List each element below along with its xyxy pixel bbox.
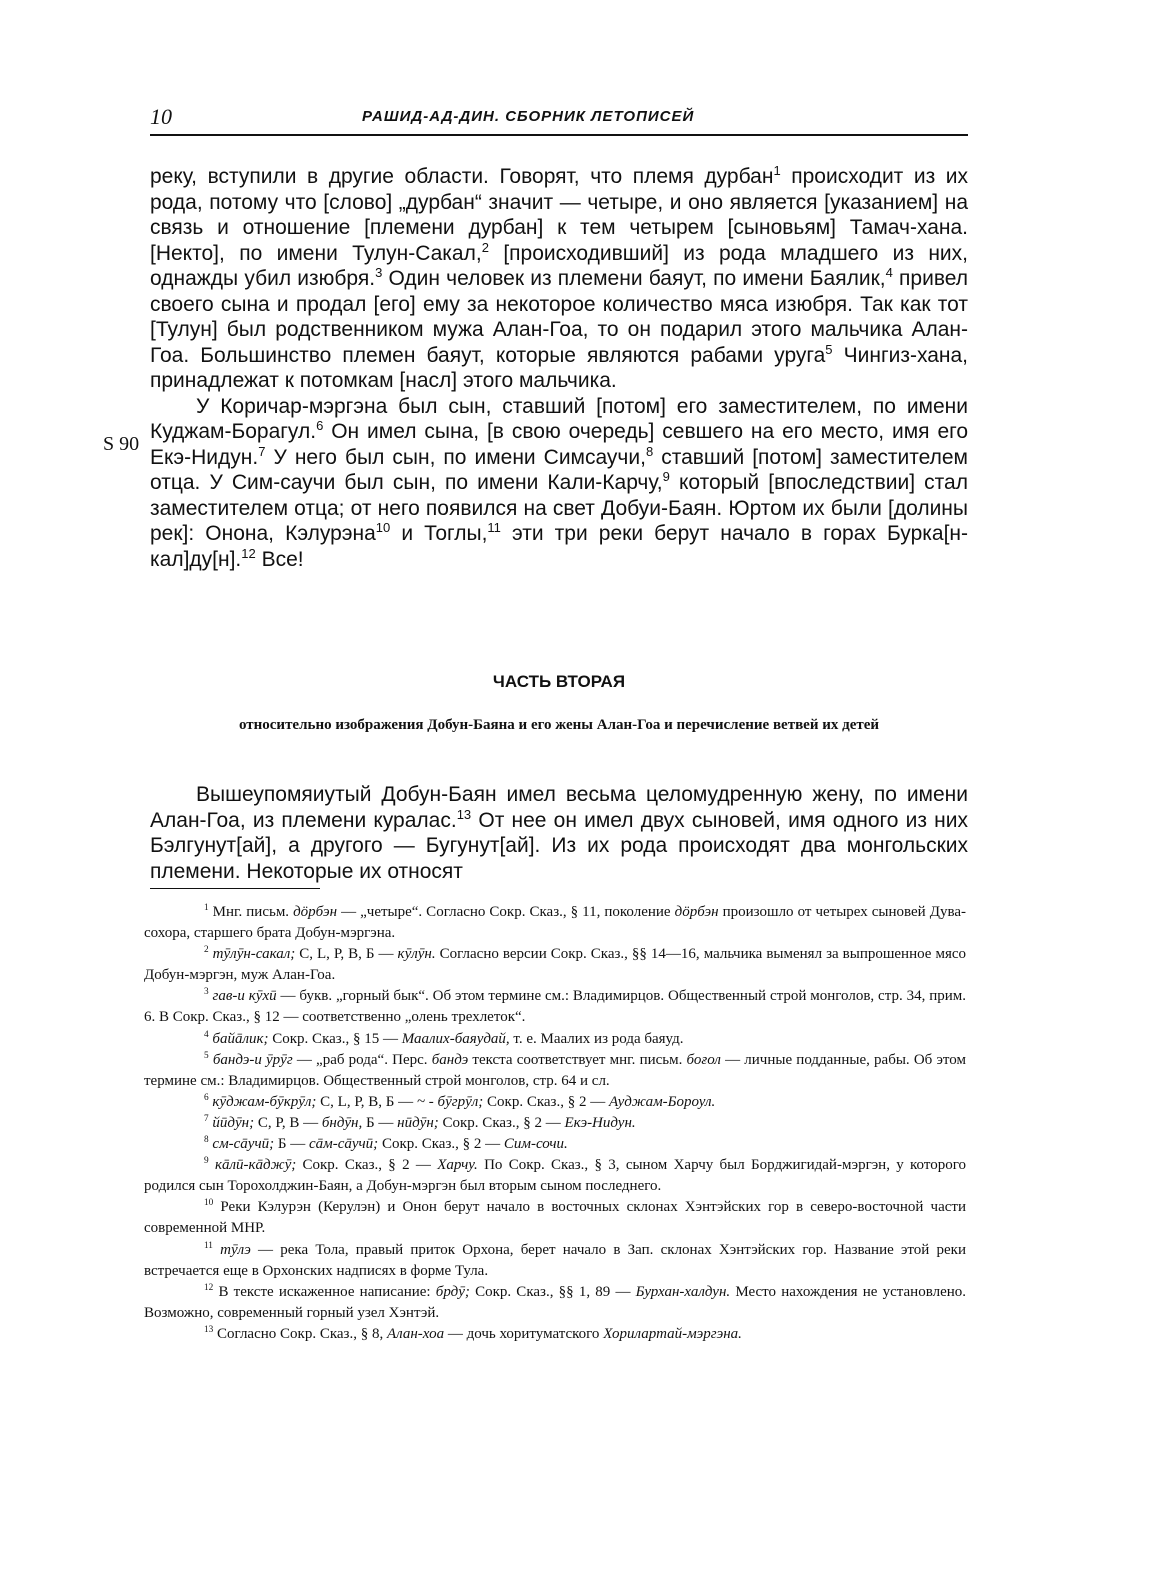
- part-subtitle: относительно изображения Добун-Баяна и его жены Алан-Гоа и перечисление ветвей их детей: [238, 717, 880, 733]
- footnote: $^2$ тӯлӯн-сакал; С, L, Р, В, Б — кӯлӯн. Согласно версии Сокр. Сказ., §§ 14—16, мальчика выменял за выпрошенное мясо Добун-мэргэн, муж Алан-Гоа.: [144, 945, 967, 984]
- body-paragraph: У Коричар-мэргэна был сын, ставший [потом] его заместителем, по имени Куджам-Борагул.$^6$ Он имел сына, [в свою очередь] севшего на его место, имя его Екэ-Нидун.$^7$ У него был сын, по имени Симсаучи,$^8$ ставший [потом] заместителем отца. У Сим-саучи был сын, по имени Кали-Карчу,$^9$ который [впоследствии] стал заместителем отца; от него появился на свет Добуи-Баян. Юртом их были [долины рек]: Онона, Кэлурэна$^{10}$ и Тоглы,$^{11}$ эти три реки берут начало в горах Бурка[н-кал]ду[н].$^{12}$ Все!: [150, 394, 968, 571]
- body-text: [150, 164, 968, 572]
- page-header: [150, 104, 968, 134]
- running-title: РАШИД-АД-ДИН. СБОРНИК ЛЕТОПИСЕЙ: [362, 108, 695, 125]
- footnote: $^6$ кӯджам-бӯкрӯл; С, L, Р, В, Б — ~ - бӯгрӯл; Сокр. Сказ., § 2 — Ауджам-Бороул.: [204, 1092, 716, 1110]
- footnote: $^7$ йӣдӯн; С, Р, В — бндӯн, Б — нӣдӯн; Сокр. Сказ., § 2 — Екэ-Нидун.: [204, 1113, 636, 1131]
- footnote: $^5$ бандэ-и ӯрӯг — „раб рода“. Перс. бандэ текста соответствует мнг. письм. боғол — личные подданные, рабы. Об этом термине см.: Владимирцов. Общественный строй монголов, стр. 64 и сл.: [144, 1050, 966, 1089]
- footnote: $^3$ гав-и кӯхӣ — букв. „горный бык“. Об этом термине см.: Владимирцов. Общественный строй монголов, стр. 34, прим. 6. В Сокр. Сказ., § 12 — соответственно „олень трехлеток“.: [144, 987, 967, 1026]
- footnote-rule: [150, 888, 320, 889]
- footnote: $^{10}$ Реки Кэлурэн (Керулэн) и Онон берут начало в восточных склонах Хэнтэйских гор в северо-восточной части современной МНР.: [144, 1198, 966, 1237]
- footnote: $^8$ см-сāучӣ; Б — сāм-сāучӣ; Сокр. Сказ., § 2 — Сим-сочи.: [204, 1135, 568, 1153]
- body-text-part-two: [150, 782, 968, 884]
- body-paragraph: реку, вступили в другие области. Говорят, что племя дурбан$^1$ происходит из их рода, потому что [слово] „дурбан“ значит — четыре, и оно является [указанием] на связь и отношение [племени дурбан] к тем четырем [сыновьям] Тамач-хана. [Некто], по имени Тулун-Сакал,$^2$ [происходивший] из рода младшего из них, однажды убил изюбря.$^3$ Один человек из племени баяут, по имени Баялик,$^4$ привел своего сына и продал [его] ему за некоторое количество мяса изюбря. Так как тот [Тулун] был родственником мужа Алан-Гоа, то он подарил этого мальчика Алан-Гоа. Большинство племен баяут, которые являются рабами уруга$^5$ Чингиз-хана, принадлежат к потомкам [насл] этого мальчика.: [150, 163, 969, 392]
- footnote: $^{11}$ тӯлэ — река Тола, правый приток Орхона, берет начало в Зап. склонах Хэнтэйских гор. Название этой реки встречается еще в Орхонских надписях в форме Тула.: [144, 1240, 966, 1279]
- header-rule: [150, 134, 968, 136]
- footnotes: [144, 902, 966, 1345]
- body-paragraph: Вышеупомяиутый Добун-Баян имел весьма целомудренную жену, по имени Алан-Гоа, из племени куралас.$^{13}$ От нее он имел двух сыновей, имя одного из них Бэлгунут[ай], а другого — Бугунут[ай]. Из их рода происходят два монгольских племени. Некоторые их относят: [150, 783, 968, 883]
- part-title: ЧАСТЬ ВТОРАЯ: [492, 672, 626, 691]
- footnote: $^1$ Мнг. письм. дӧрбэн — „четыре“. Согласно Сокр. Сказ., § 11, поколение дӧрбэн произошло от четырех сыновей Дува-сохора, старшего брата Добун-мэргэна.: [144, 903, 966, 942]
- page-number: 10: [150, 104, 172, 129]
- footnote: $^{12}$ В тексте искаженное написание: брдӯ; Сокр. Сказ., §§ 1, 89 — Бурхан-халдун. Место нахождения не установлено. Возможно, современный горный узел Хэнтэй.: [144, 1282, 967, 1321]
- footnote: $^{13}$ Согласно Сокр. Сказ., § 8, Алан-хоа — дочь хоритуматского Хорилартай-мэргэна.: [204, 1324, 742, 1342]
- section-marker: S 90: [103, 433, 140, 455]
- footnote: $^9$ кāлӣ-кāджӯ; Сокр. Сказ., § 2 — Харчу. По Сокр. Сказ., § 3, сыном Харчу был Борджигидай-мэргэн, у которого родился сын Торохолджин-Баян, а Добун-мэргэн был вторым сыном последнего.: [144, 1156, 966, 1195]
- footnote: $^4$ байāлик; Сокр. Сказ., § 15 — Маалих-баяудай, т. е. Маалих из рода баяуд.: [204, 1029, 684, 1047]
